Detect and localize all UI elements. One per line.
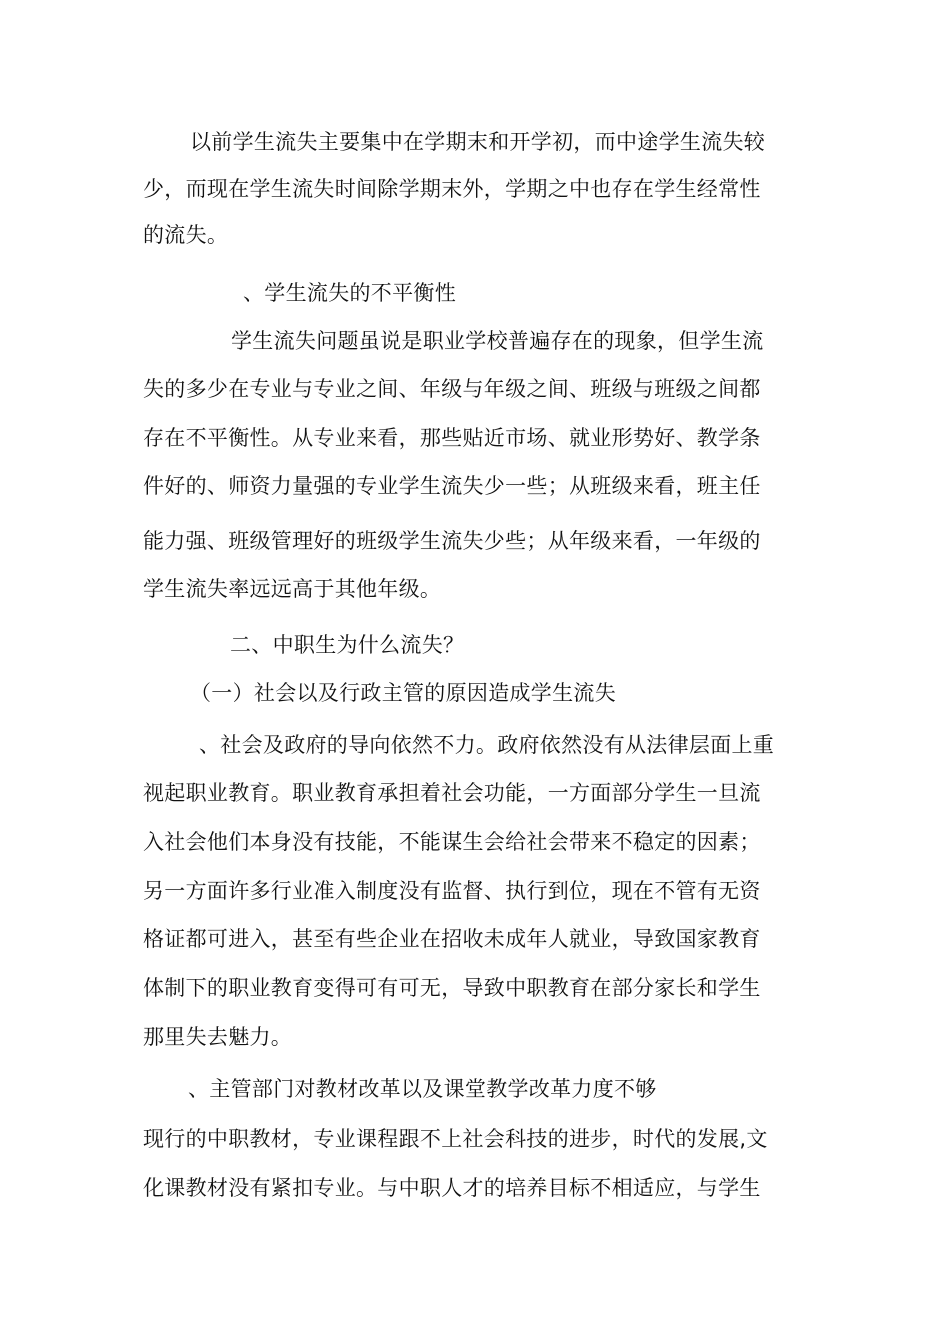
text-line-2: 少，而现在学生流失时间除学期末外，学期之中也存在学生经常性 — [143, 177, 761, 201]
section-heading-imbalance: 、学生流失的不平衡性 — [243, 281, 456, 305]
text-line-10: 学生流失率远远高于其他年级。 — [143, 577, 442, 601]
text-line-21: 现行的中职教材，专业课程跟不上社会科技的进步，时代的发展,文 — [143, 1127, 768, 1151]
text-line-7: 存在不平衡性。从专业来看，那些贴近市场、就业形势好、教学条 — [143, 426, 761, 450]
text-line-19: 那里失去魅力。 — [143, 1025, 293, 1049]
text-line-13: 、社会及政府的导向依然不力。政府依然没有从法律层面上重 — [199, 733, 775, 757]
text-line-9: 能力强、班级管理好的班级学生流失少些；从年级来看，一年级的 — [143, 529, 761, 553]
section-heading-materials: 、主管部门对教材改革以及课堂教学改革力度不够 — [188, 1077, 657, 1101]
text-line-18: 体制下的职业教育变得可有可无，导致中职教育在部分家长和学生 — [143, 976, 761, 1000]
text-line-8: 件好的、师资力量强的专业学生流失少一些；从班级来看，班主任 — [143, 474, 761, 498]
section-heading-why: 二、中职生为什么流失？ — [230, 633, 465, 657]
subsection-heading-social: （一）社会以及行政主管的原因造成学生流失 — [190, 681, 616, 705]
text-line-3: 的流失。 — [143, 223, 229, 247]
text-line-17: 格证都可进入，甚至有些企业在招收未成年人就业，导致国家教育 — [143, 927, 761, 951]
text-line-15: 入社会他们本身没有技能，不能谋生会给社会带来不稳定的因素； — [143, 830, 761, 854]
text-line-22: 化课教材没有紧扣专业。与中职人才的培养目标不相适应，与学生 — [143, 1176, 761, 1200]
text-line-14: 视起职业教育。职业教育承担着社会功能，一方面部分学生一旦流 — [143, 781, 761, 805]
text-line-6: 失的多少在专业与专业之间、年级与年级之间、班级与班级之间都 — [143, 377, 761, 401]
text-line-16: 另一方面许多行业准入制度没有监督、执行到位，现在不管有无资 — [143, 879, 761, 903]
text-line-5: 学生流失问题虽说是职业学校普遍存在的现象，但学生流 — [231, 329, 764, 353]
text-line-1: 以前学生流失主要集中在学期末和开学初，而中途学生流失较 — [190, 130, 766, 154]
